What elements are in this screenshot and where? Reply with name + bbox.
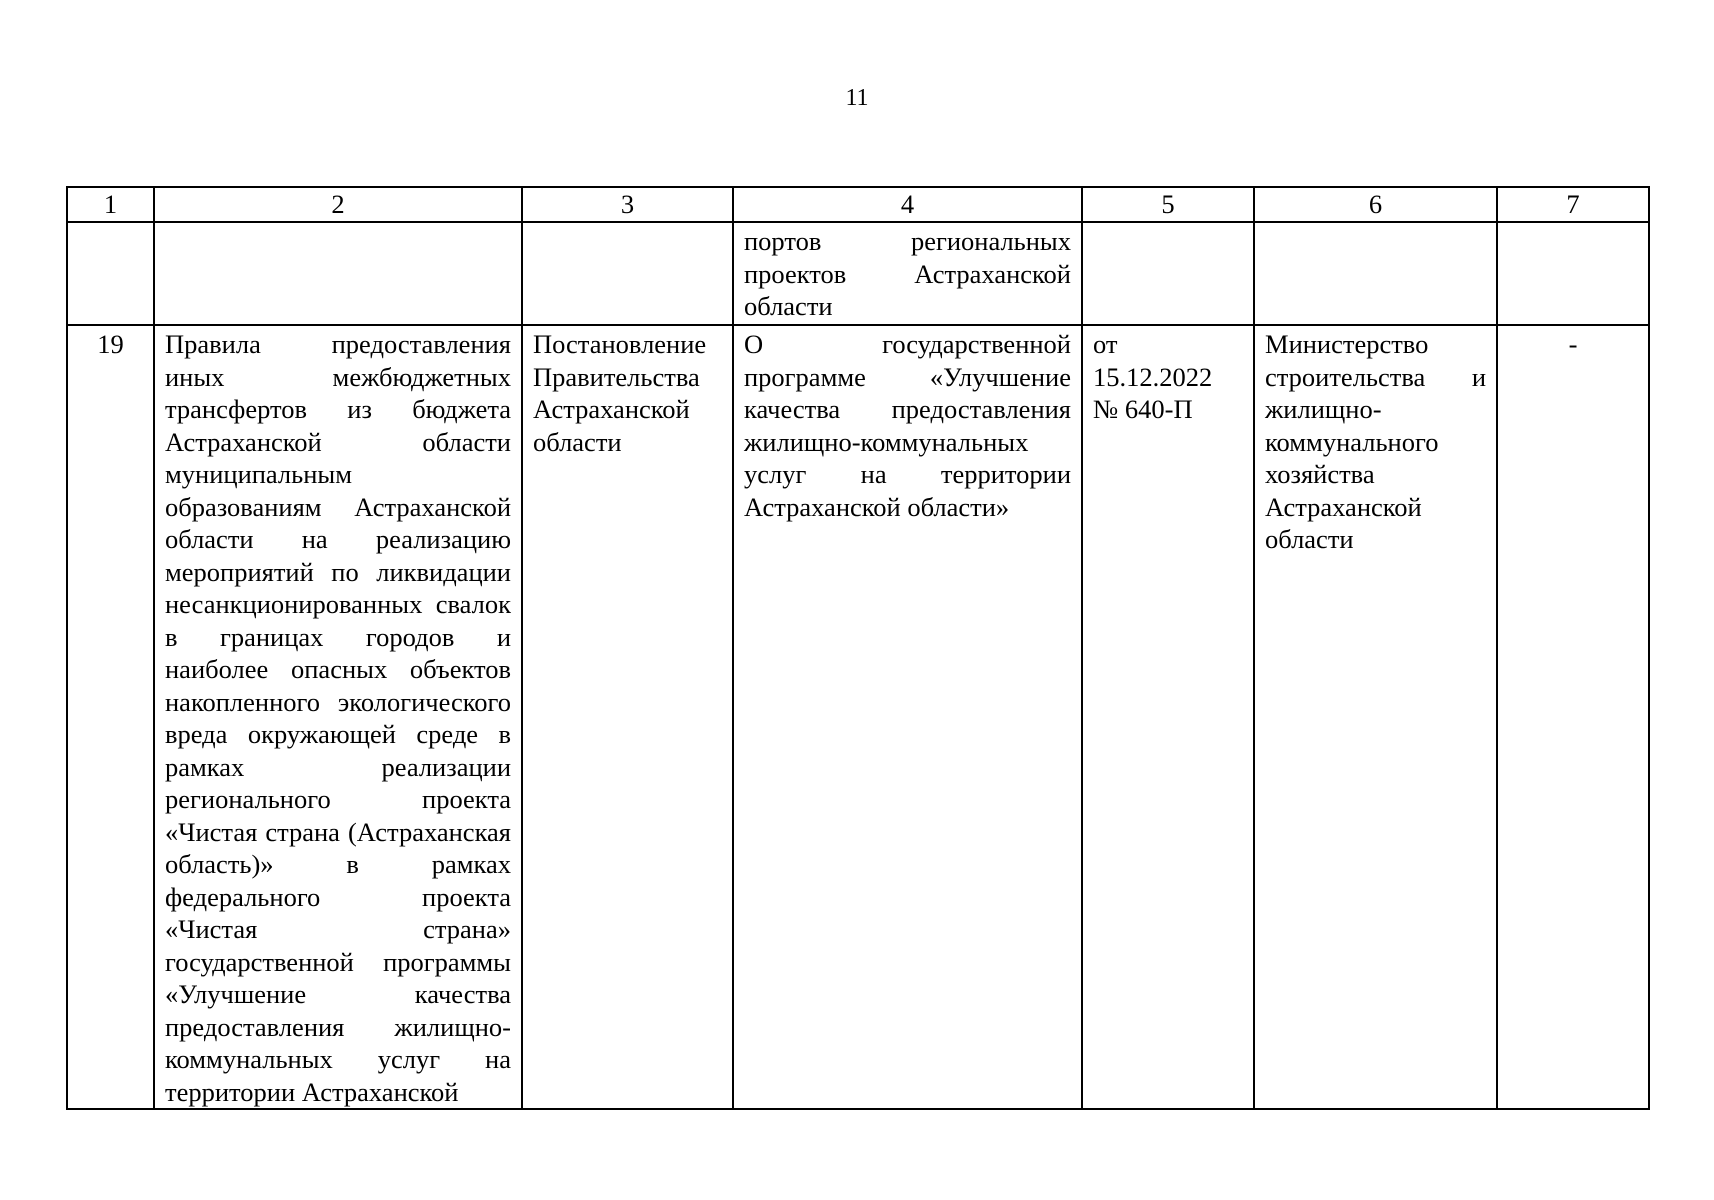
notes-cell: - xyxy=(1497,325,1649,1109)
document-table xyxy=(66,186,1650,1110)
table-cell xyxy=(522,222,733,325)
document-date-cell xyxy=(1082,325,1254,1109)
document-type-cell: Постановление Правительства Астраханской области xyxy=(522,325,733,1109)
table-cell xyxy=(67,222,154,325)
page-number: 11 xyxy=(845,85,869,111)
document-name-cell: Правила предоставления иных межбюджетных трансфертов из бюджета Астраханской области муниципальным образованиям Астраханской области на реализацию мероприятий по ликвидации несанкционированных свалок в границах городов и наиболее опасных объектов накопленного экологического вреда окружающей среде в рамках реализации регионального проекта «Чистая страна (Астраханская область)» в рамках федерального проекта «Чистая страна» государственной программы «Улучшение качества предоставления жилищно-коммунальных услуг на территории Астраханской xyxy=(154,325,522,1109)
table-cell xyxy=(154,222,522,325)
responsible-body-cell: Министерство строительства и жилищно-коммунального хозяйства Астраханской области xyxy=(1254,325,1497,1109)
column-header: 7 xyxy=(1497,187,1649,222)
document-title-cell: О государственной программе «Улучшение качества предоставления жилищно-коммунальных услуг на территории Астраханской области» xyxy=(733,325,1082,1109)
column-header: 2 xyxy=(154,187,522,222)
table-row xyxy=(67,325,1649,1109)
column-header: 3 xyxy=(522,187,733,222)
document-date: 15.12.2022 xyxy=(1093,361,1213,392)
date-prefix: от xyxy=(1093,329,1118,359)
column-header: 4 xyxy=(733,187,1082,222)
table-cell: портов региональных проектов Астраханской области xyxy=(733,222,1082,325)
column-header: 6 xyxy=(1254,187,1497,222)
table-row xyxy=(67,222,1649,325)
column-header: 1 xyxy=(67,187,154,222)
table-header-row xyxy=(67,187,1649,222)
document-number: № 640-П xyxy=(1093,394,1193,424)
table-cell xyxy=(1082,222,1254,325)
table-cell xyxy=(1254,222,1497,325)
row-number-cell: 19 xyxy=(67,325,154,1109)
table-cell xyxy=(1497,222,1649,325)
column-header: 5 xyxy=(1082,187,1254,222)
